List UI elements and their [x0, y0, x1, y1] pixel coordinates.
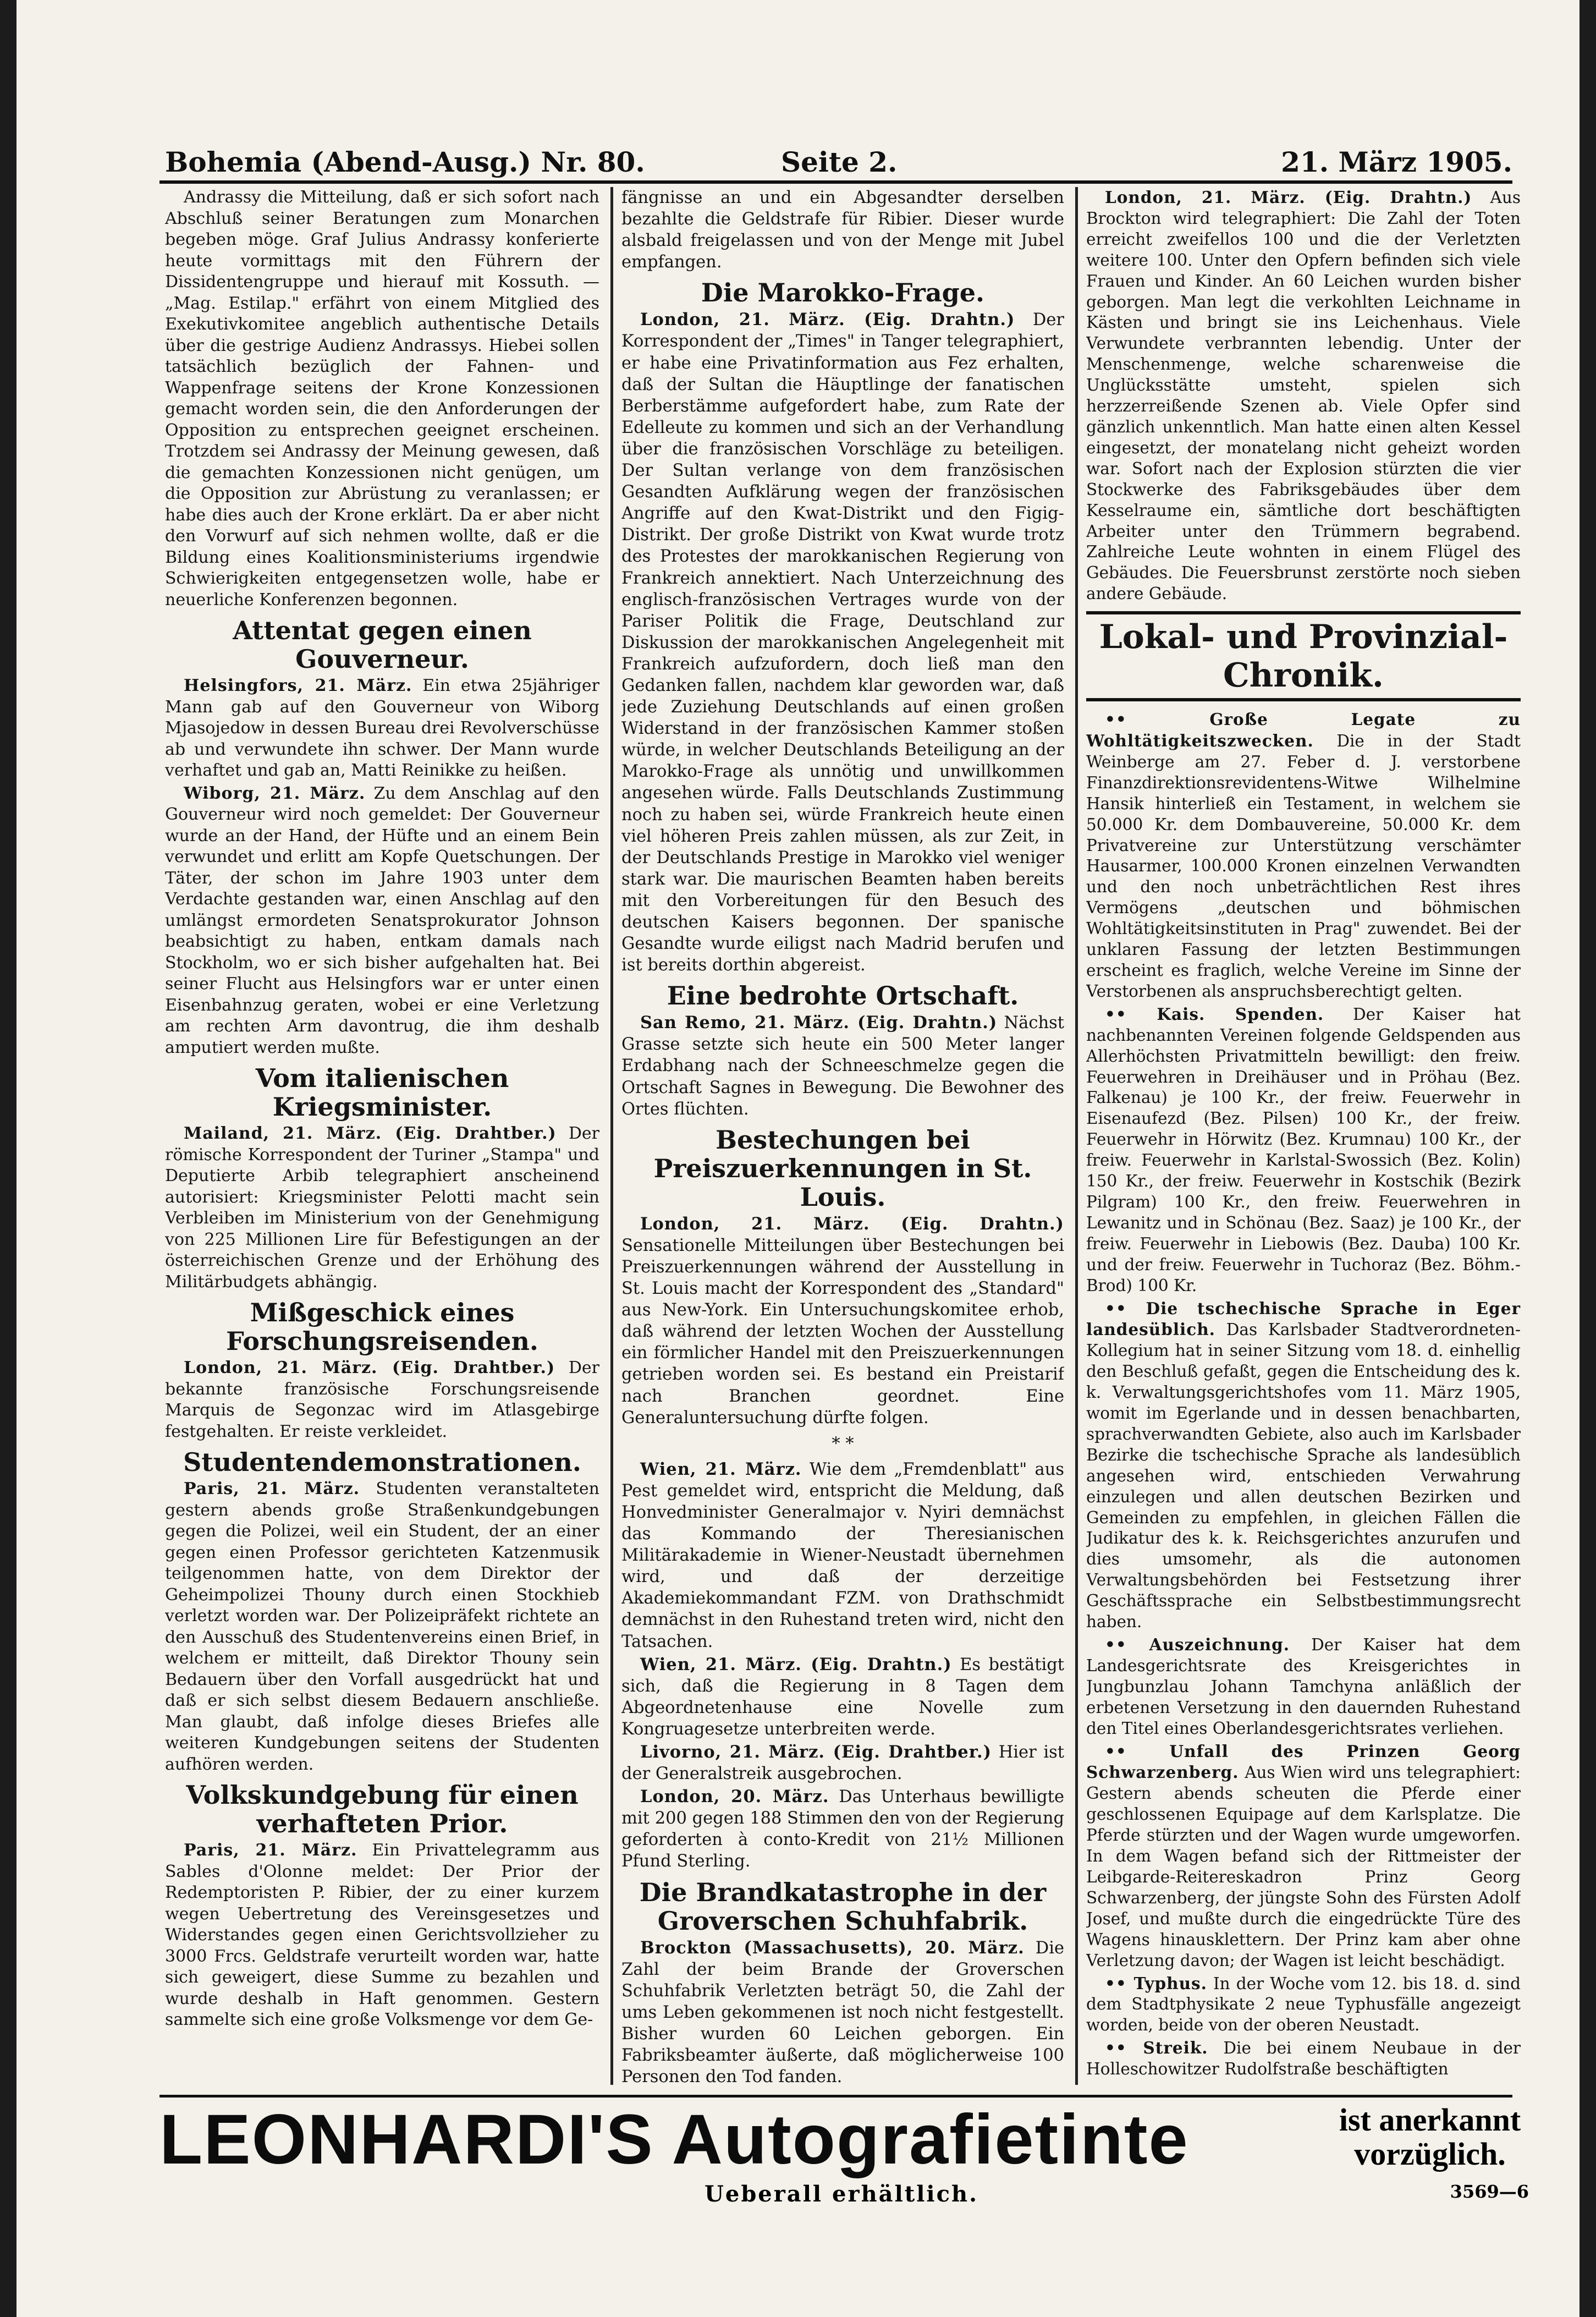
paragraph-text: Der Kaiser hat nachbenannten Vereinen folgende Geldspenden aus Allerhöchsten Privatmitteln bewilligt: den freiw. Feuerwehren in Dreihäuser und in Pröhau (Bez. Falkenau) je 100 Kr., der freiw. Feuerwehr in Eisenaufezd (Bez. Pilsen) 100 Kr., der freiw. Feuerwehr in Hörwitz (Bez. Krumnau) 100 Kr., der freiw. Feuerwehr in Karlstal-Swossich (Bez. Kolin) 150 Kr., der freiw. Feuerwehr in Kostschik (Bezirk Pilgram) 100 Kr., den freiw. Feuerwehren in Lewanitz und in Schönau (Bez. Saaz) je 100 Kr., der freiw. Feuerwehr in Liebowis (Bez. Dauba) 100 Kr. und der freiw. Feuerwehr in Tuchoraz (Bez. Böhm.-Brod) 100 Kr. — [1086, 1004, 1521, 1295]
article-paragraph — [165, 1358, 599, 1442]
article-paragraph — [1086, 2038, 1521, 2080]
dateline: •• Die tschechische Sprache in Eger landesüblich. — [1086, 1298, 1521, 1339]
dateline: •• Auszeichnung. — [1105, 1635, 1290, 1654]
article-headline: Mißgeschick eines Forschungsreisenden. — [226, 1298, 538, 1356]
dateline: Brockton (Massachusetts), 20. März. — [640, 1937, 1025, 1958]
header-date: 21. März 1905. — [1281, 146, 1512, 178]
ad-brand: LEONHARDI'S Autografietinte — [159, 2100, 1189, 2179]
dateline: Wien, 21. März. (Eig. Drahtn.) — [640, 1654, 952, 1674]
paragraph-text: Der bekannte französische Forschungsreisende Marquis de Segonzac wird im Atlasgebirge festgehalten. Er reiste verkleidet. — [165, 1358, 599, 1441]
article-headline: Eine bedrohte Ortschaft. — [667, 981, 1019, 1011]
article-paragraph — [621, 1786, 1064, 1872]
article-paragraph — [165, 676, 599, 782]
paragraph-text: Ein Privattelegramm aus Sables d'Olonne meldet: Der Prior der Redemptoristen P. Ribier, der zu einer kurzem wegen Uebertretung des Vereinsgesetzes und Widerstandes gegen einen Gerichtsvollzieher zu 3000 Frcs. Geldstrafe verurteilt worden war, hatte sich geweigert, diese Summe zu bezahlen und wurde deshalb in Haft genommen. Gestern sammelte sich eine große Volksmenge vor dem Ge- — [165, 1841, 599, 2029]
article-paragraph — [1086, 1973, 1521, 2036]
ad-rule — [159, 2095, 1512, 2098]
dateline: •• Typhus. — [1105, 1973, 1207, 1993]
paragraph-text: Der Kaiser hat dem Landesgerichtsrate des Kreisgerichtes in Jungbunzlau Johann Tamchyna anläßlich der erbetenen Versetzung in den dauernden Ruhestand den Titel eines Oberlandesgerichtsrates verliehen. — [1086, 1635, 1521, 1738]
article-paragraph — [165, 783, 599, 1059]
article-paragraph — [1086, 1004, 1521, 1297]
dateline: Livorno, 21. März. (Eig. Drahtber.) — [640, 1742, 992, 1762]
paragraph-text: Andrassy die Mitteilung, daß er sich sofort nach Abschluß seiner Beratungen zum Monarchen begeben möge. Graf Julius Andrassy konferierte heute vormittags mit den Führern der Dissidentengruppe und hierauf mit Kossuth. — „Mag. Estilap." erfährt von einem Mitglied des Exekutivkomitee angeblich authentische Details über die gestrige Audienz Andrassys. Hiebei sollen tatsächlich bezüglich der Fahnen- und Wappenfrage seitens der Krone Konzessionen gemacht worden sein, die den Anforderungen der Opposition zu entsprechen geeignet erscheinen. Trotzdem sei Andrassy der Meinung gewesen, daß die gemachten Konzessionen nicht genügen, um die Opposition zur Abrüstung zu veranlassen; er habe dies auch der Krone erklärt. Da er aber nicht den Vorwurf auf sich nehmen wollte, daß er die Bildung eines Koalitionsministeriums irgendwie Schwierigkeiten entgegensetzen wolle, habe er neuerliche Konferenzen begonnen. — [165, 188, 599, 610]
article-paragraph — [621, 1742, 1064, 1785]
header-page-number: Seite 2. — [781, 146, 898, 178]
article-paragraph — [621, 1654, 1064, 1740]
dateline: London, 21. März. (Eig. Drahtn.) — [640, 310, 1015, 330]
article-headline: Bestechungen bei Preiszuerkennungen in St. Louis. — [653, 1124, 1032, 1212]
dateline: Helsingfors, 21. März. — [184, 676, 412, 695]
newspaper-page — [16, 0, 1580, 2317]
article-paragraph — [621, 1459, 1064, 1652]
paragraph-text: fängnisse an und ein Abgesandter derselben bezahlte die Geldstrafe für Ribier. Dieser wurde alsbald freigelassen und von der Menge mit Jubel empfangen. — [621, 188, 1064, 272]
article-paragraph — [165, 187, 599, 611]
article-headline: Die Brandkatastrophe in der Groverschen Schuhfabrik. — [639, 1877, 1047, 1936]
header-rule — [159, 180, 1512, 184]
column-divider — [1075, 187, 1078, 2085]
advertisement — [154, 2099, 1529, 2209]
article-headline: Vom italienischen Kriegsminister. — [255, 1063, 509, 1122]
paragraph-text: Der Korrespondent der „Times" in Tanger telegraphiert, er habe eine Privatinformation aus Fez erhalten, daß der Sultan die Häuptlinge der fanatischen Berberstämme aufgefordert habe, zum Rate der Edelleute zu kommen und sich an der Verhandlung über die französischen Vorschläge zu beteiligen. Der Sultan verlange von dem französischen Gesandten Aufklärung wegen der französischen Angriffe auf den Kwat-Distrikt und den Figig-Distrikt. Der große Distrikt von Kwat wurde trotz des Protestes der marokkanischen Regierung von Frankreich annektiert. Nach Unterzeichnung des englisch-französischen Vertrages wurde von der Pariser Politik die Frage, Deutschland zur Diskussion der marokkanischen Angelegenheit mit Frankreich aufzufordern, doch ließ man den Gedanken fallen, nachdem klar geworden war, daß jede Zuziehung Deutschlands auf einen großen Widerstand in der französischen Kammer stoßen würde, in welcher Deutschlands Beteiligung an der Marokko-Frage als unnötig und unwillkommen angesehen würde. Falls Deutschlands Zustimmung noch zu haben sei, würde Frankreich heute einen viel höheren Preis zahlen müssen, als zur Zeit, in der Deutschlands Prestige in Marokko viel weniger stark war. Die maurischen Beamten haben bereits mit den Vorbereitungen für den Besuch des deutschen Kaisers begonnen. Der spanische Gesandte wurde eiligst nach Madrid berufen und ist bereits dorthin abgereist. — [621, 310, 1064, 975]
paragraph-text: Sensationelle Mitteilungen über Bestechungen bei Preiszuerkennungen während der Ausstellung in St. Louis macht der Korrespondent des „Standard" aus New-York. Ein Untersuchungskomitee erhob, daß während der letzten Wochen der Ausstellung ein förmlicher Handel mit den Preiszuerkennungen getrieben worden sei. Es bestand ein Preistarif nach Branchen geordnet. Eine Generaluntersuchung dürfte folgen. — [621, 1236, 1064, 1427]
paragraph-text: Studenten veranstalteten gestern abends große Straßenkundgebungen gegen die Polizei, weil ein Student, der an einer gegen einen Professor gerichteten Katzenmusik teilgenommen hatte, von dem Direktor der Geheimpolizei Thouny durch einen Stockhieb verletzt worden war. Der Polizeipräfekt richtete an den Ausschuß des Studentenvereins einen Brief, in welchem er mitteilt, daß Direktor Thouny sein Bedauern über den Vorfall ausgedrückt hat und daß er sich selbst diesem Bedauern anschließe. Man glaubt, daß infolge dieses Briefes alle weiteren Kundgebungen seitens der Studenten aufhören werden. — [165, 1479, 599, 1774]
dateline: London, 21. März. (Eig. Drahtn.) — [1105, 188, 1472, 207]
column-divider — [610, 187, 613, 2085]
paragraph-text: Zu dem Anschlag auf den Gouverneur wird noch gemeldet: Der Gouverneur wurde an der Hand, der Hüfte und an einem Bein verwundet und erlitt am Kopfe Quetschungen. Der Täter, der schon im Jahre 1903 unter dem Verdachte gestanden war, einen Anschlag auf den umlängst ermordeten Senatsprokurator Johnson beabsichtigt zu haben, entkam damals nach Stockholm, wo er sich bisher aufgehalten hat. Bei seiner Flucht aus Helsingfors war er unter einen Eisenbahnzug geraten, wobei er eine Verletzung am rechten Arm davontrug, die ihm deshalb amputiert werden mußte. — [165, 783, 599, 1057]
page-header — [165, 140, 1512, 184]
dateline: Mailand, 21. März. (Eig. Drahtber.) — [184, 1124, 557, 1143]
paragraph-text: Das Unterhaus bewilligte mit 200 gegen 188 Stimmen den von der Regierung geforderten à conto-Kredit von 21½ Millionen Pfund Sterling. — [621, 1787, 1064, 1871]
article-paragraph — [165, 1123, 599, 1293]
paragraph-text: Es bestätigt sich, daß die Regierung in 8 Tagen dem Abgeordnetenhause eine Novelle zum Kongruagesetze unterbreiten werde. — [621, 1655, 1064, 1739]
article-paragraph — [1086, 709, 1521, 1002]
article-headline: Die Marokko-Frage. — [701, 278, 985, 308]
dateline: Wiborg, 21. März. — [184, 783, 366, 803]
dateline: Wien, 21. März. — [640, 1459, 802, 1479]
article-headline: Studentendemonstrationen. — [183, 1447, 581, 1477]
column-3 — [1086, 187, 1521, 2096]
dateline: Paris, 21. März. — [184, 1479, 360, 1498]
article-headline: Volkskundgebung für einen verhafteten Prior. — [186, 1780, 579, 1838]
dateline: London, 21. März. (Eig. Drahtber.) — [184, 1358, 555, 1377]
article-paragraph — [165, 1840, 599, 2031]
article-paragraph — [621, 309, 1064, 976]
paragraph-text: In der Woche vom 12. bis 18. d. sind dem Stadtphysikate 2 neue Typhusfälle angezeigt worden, beide von der oberen Neustadt. — [1086, 1974, 1521, 2035]
paragraph-text: Die bei einem Neubaue in der Holleschowitzer Rudolfstraße beschäftigten — [1086, 2039, 1521, 2079]
article-headline: Attentat gegen einen Gouverneur. — [233, 616, 532, 674]
paragraph-text: Nächst Grasse setzte sich heute ein 500 Meter langer Erdabhang nach der Schneeschmelze gegen die Ortschaft Sagnes in Bewegung. Die Bewohner des Ortes flüchten. — [621, 1013, 1064, 1119]
article-paragraph — [1086, 1741, 1521, 1972]
paragraph-text: Ein etwa 25jähriger Mann gab auf den Gouverneur von Wiborg Mjasojedow in dessen Bureau drei Revolverschüsse ab und verwundete ihn schwer. Der Mann wurde verhaftet und gab an, Matti Reinikke zu heißen. — [165, 676, 599, 780]
article-paragraph — [1086, 187, 1521, 605]
paragraph-text: Hier ist der Generalstreik ausgebrochen. — [621, 1743, 1064, 1784]
header-edition: Bohemia (Abend-Ausg.) Nr. 80. — [165, 146, 645, 178]
article-paragraph — [165, 1479, 599, 1775]
separator-stars: * * — [832, 1434, 854, 1453]
paragraph-text: Aus Wien wird uns telegraphiert: Gestern abends scheuten die Pferde einer geschlossenen Equipage auf dem Karlsplatze. Die Pferde stürzten und der Wagen wurde umgeworfen. In dem Wagen befand sich der Rittmeister der Leibgarde-Reitereskadron Prinz Georg Schwarzenberg, der jüngste Sohn des Fürsten Adolf Josef, und mußte durch die eingedrückte Türe des Wagens hinausklettern. Der Prinz kam aber ohne Verletzung davon; der Wagen ist leicht beschädigt. — [1086, 1763, 1521, 1970]
paragraph-text: Der römische Korrespondent der Turiner „Stampa" und Deputierte Arbib telegraphiert anscheinend autorisiert: Kriegsminister Pelotti macht sein Verbleiben im Ministerium von der Genehmigung von 225 Millionen Lire für Befestigungen an der österreichischen Grenze und der Erhöhung des Militärbudgets abhängig. — [165, 1124, 599, 1292]
dateline: London, 20. März. — [640, 1787, 829, 1807]
dateline: San Remo, 21. März. (Eig. Drahtn.) — [640, 1013, 998, 1033]
dateline: •• Große Legate zu Wohltätigkeitszwecken. — [1086, 710, 1521, 751]
paragraph-text: Aus Brockton wird telegraphiert: Die Zahl der Toten erreicht zweifellos 100 und die der Verletzten weitere 100. Unter den Opfern befinden sich viele Frauen und Kinder. An 60 Leichen wurden bisher geborgen. Man legt die verkohlten Leichname in Kästen und bringt sie ins Leichenhaus. Viele Verwundete verbrannten lebendig. Unter der Menschenmenge, welche scharenweise die Unglücksstätte umsteht, spielen sich herzzerreißende Szenen ab. Viele Opfer sind gänzlich unkenntlich. Man hatte einen alten Kessel eingesetzt, der monatelang nicht geheizt worden war. Sofort nach der Explosion stürzten die vier Stockwerke des Fabriksgebäudes über dem Kesselraume ein, sämtliche dort beschäftigten Arbeiter unter den Trümmern begrabend. Zahlreiche Leute wohnten in einem Flügel des Gebäudes. Die Feuersbrunst zerstörte noch sieben andere Gebäude. — [1086, 188, 1521, 603]
paragraph-text: Die in der Stadt Weinberge am 27. Feber d. J. verstorbene Finanzdirektionsrevidentens-Witwe Wilhelmine Hansik hinterließ ein Testament, in welchem sie 50.000 Kr. dem Dombauvereine, 50.000 Kr. dem Privatvereine zur Unterstützung verschämter Hausarmer, 100.000 Kronen einzelnen Verwandten und den noch unbeträchtlichen Rest ihres Vermögens „deutschen und böhmischen Wohltätigkeitsinstituten in Prag" zuwendet. Bei der unklaren Fassung der letzten Bestimmungen erscheint es fraglich, welche Vereine im Sinne der Verstorbenen als anspruchsberechtigt gelten. — [1086, 732, 1521, 1001]
article-paragraph — [621, 187, 1064, 273]
ad-code: 3569—6 — [1450, 2181, 1529, 2202]
paragraph-text: Wie dem „Fremdenblatt" aus Pest gemeldet wird, entspricht die Meldung, daß Honvedminister Generalmajor v. Nyiri demnächst das Kommando der Theresianischen Militärakademie in Wiener-Neustadt übernehmen wird, und daß der derzeitige Akademiekommandant FZM. von Drathschmidt demnächst in den Ruhestand treten wird, nicht den Tatsachen. — [621, 1459, 1064, 1651]
article-paragraph — [621, 1012, 1064, 1119]
article-paragraph — [621, 1214, 1064, 1429]
dateline: •• Unfall des Prinzen Georg Schwarzenberg. — [1086, 1741, 1521, 1782]
dateline: London, 21. März. (Eig. Drahtn.) — [640, 1214, 1064, 1234]
article-paragraph — [1086, 1634, 1521, 1739]
column-2 — [621, 187, 1064, 2096]
paragraph-text: Das Karlsbader Stadtverordneten-Kollegium hat in seiner Sitzung vom 18. d. einhellig den Beschluß gefaßt, gegen die Entscheidung des k. k. Verwaltungsgerichtshofes vom 11. März 1905, womit im Egerlande und in dessen benachbarten, sprachverwandten Gebiete, also auch im Karlsbader Bezirke die tschechische Sprache als landesüblich angesehen wird, entschieden Verwahrung einzulegen und allen deutschen Bezirken und Gemeinden zu empfehlen, in gleichen Fällen die Judikatur des k. k. Reichsgerichtes anzurufen und dies umsomehr, als die autonomen Verwaltungsbehörden bei Festsetzung ihrer Geschäftssprache ein Selbstbestimmungsrecht haben. — [1086, 1320, 1521, 1632]
section-title: Lokal- und Provinzial-Chronik. — [1086, 611, 1521, 701]
dateline: •• Streik. — [1105, 2038, 1208, 2058]
ad-side-text: ist anerkannt vorzüglich. — [1339, 2102, 1521, 2172]
column-1 — [165, 187, 599, 2096]
ad-subline: Ueberall erhältlich. — [704, 2181, 978, 2207]
dateline: Paris, 21. März. — [184, 1841, 357, 1860]
article-paragraph — [1086, 1298, 1521, 1633]
article-paragraph — [621, 1937, 1064, 2088]
paragraph-text: Die Zahl der beim Brande der Groverschen Schuhfabrik Verletzten beträgt 50, die Zahl der ums Leben gekommenen ist noch nicht festgestellt. Bisher wurden 60 Leichen geborgen. Ein Fabriksbeamter äußerte, daß möglicherweise 100 Personen den Tod fanden. — [621, 1938, 1064, 2087]
dateline: •• Kais. Spenden. — [1105, 1004, 1324, 1024]
